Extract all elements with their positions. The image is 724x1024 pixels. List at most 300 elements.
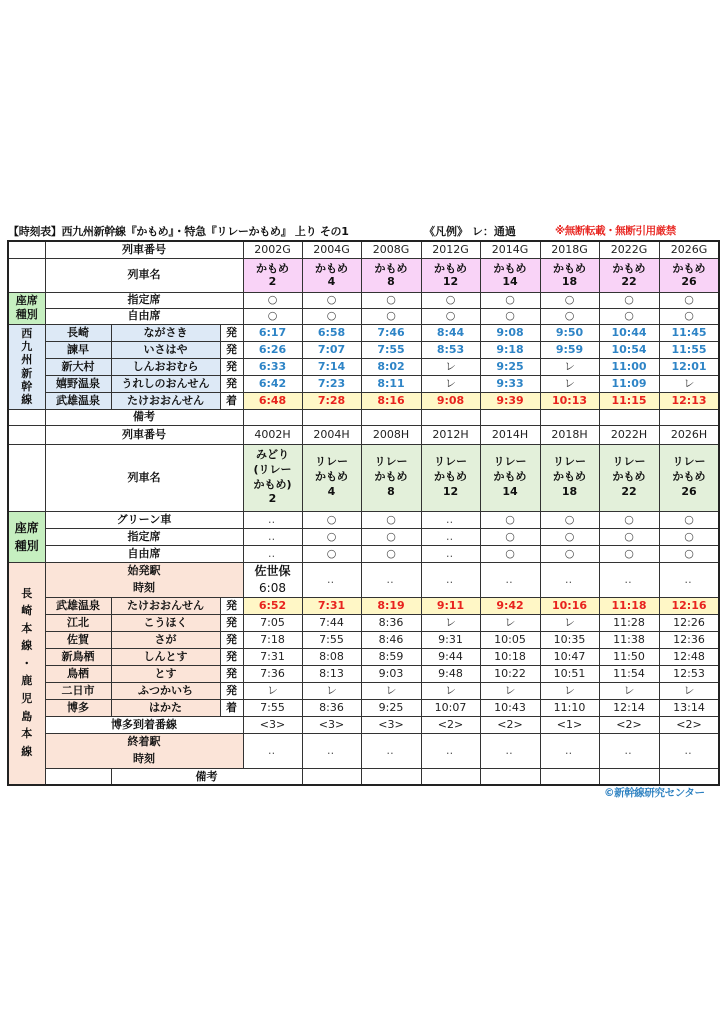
departure-time: 7:14: [302, 358, 361, 375]
departure-time: 11:09: [599, 375, 659, 392]
seat-type-header: 座席 種別: [8, 292, 45, 324]
hakata-track: <2>: [659, 716, 719, 733]
departure-time: 7:44: [302, 614, 361, 631]
departure-time: 6:58: [302, 324, 361, 341]
dep-arr-mark: 発: [220, 341, 243, 358]
train-name-line: リレー: [434, 455, 467, 469]
departure-time: 10:51: [540, 665, 599, 682]
terminal-label: [45, 733, 243, 768]
remarks-label: 備考: [45, 409, 243, 425]
hakata-track: <1>: [540, 716, 599, 733]
train-name-line: 18: [561, 275, 578, 288]
remarks-cell: [421, 768, 480, 785]
non-reserved-mark: ○: [361, 545, 421, 562]
dep-arr-mark: 発: [220, 597, 243, 614]
departure-time: 8:16: [361, 392, 421, 409]
reserved-mark: ○: [421, 292, 480, 308]
hakata-track: <3>: [302, 716, 361, 733]
train-name-line: 12: [442, 484, 459, 498]
departure-time: レ: [421, 614, 480, 631]
remarks-cell: [480, 768, 540, 785]
terminal-label-line: 終着駅: [127, 735, 161, 748]
table-row: [8, 324, 719, 341]
train-name-line: 26: [681, 484, 697, 498]
terminal-cell: ‥: [243, 733, 302, 768]
non-reserved-mark: ○: [659, 545, 719, 562]
table-row: [8, 665, 719, 682]
dep-arr-mark: 発: [220, 324, 243, 341]
departure-time: 12:26: [659, 614, 719, 631]
green-car-mark: ‥: [421, 511, 480, 528]
table-row: [8, 768, 719, 785]
remarks-cell: [599, 768, 659, 785]
table-row: [8, 562, 719, 597]
green-car-mark: ○: [480, 511, 540, 528]
train-name-line: かもめ: [256, 261, 289, 275]
train-name: [480, 444, 540, 511]
copyright-notice: ※無断転載・無断引用厳禁: [555, 225, 676, 237]
departure-time: 12:16: [659, 597, 719, 614]
origin-station: ‥: [505, 572, 515, 586]
line-label-shinkansen: 西 九 州 新 幹 線: [8, 324, 45, 409]
train-name: [540, 444, 599, 511]
train-name-line: かもめ: [553, 470, 586, 484]
departure-time: 8:08: [302, 648, 361, 665]
table-row: [8, 682, 719, 699]
train-number: 2012G: [421, 241, 480, 258]
departure-time: 9:48: [421, 665, 480, 682]
table-row: [8, 699, 719, 716]
train-name-line: かもめ: [493, 470, 527, 484]
departure-time: レ: [421, 682, 480, 699]
departure-time: 10:44: [599, 324, 659, 341]
remarks-cell: [540, 768, 599, 785]
origin-station: ‥: [445, 572, 456, 586]
hakata-track: <2>: [421, 716, 480, 733]
table-row: [8, 392, 719, 409]
remarks-cell: [540, 409, 599, 425]
seat-type-header: 座席 種別: [8, 511, 45, 562]
departure-time: 9:03: [361, 665, 421, 682]
green-car-mark: ○: [599, 511, 659, 528]
departure-time: 11:28: [599, 614, 659, 631]
train-name-line: みどり: [256, 447, 289, 461]
reserved-label: 指定席: [45, 528, 243, 545]
terminal-cell: ‥: [540, 733, 599, 768]
non-reserved-mark: ○: [361, 308, 421, 324]
departure-time: 7:55: [243, 699, 302, 716]
table-row: [8, 292, 719, 308]
train-name-line: かもめ: [434, 261, 467, 275]
hakata-track: <3>: [361, 716, 421, 733]
train-name-line: 14: [502, 275, 518, 288]
train-name-line: かもめ: [434, 470, 467, 484]
departure-time: 10:22: [480, 665, 540, 682]
station-kanji: 武雄温泉: [45, 597, 111, 614]
departure-time: レ: [540, 358, 599, 375]
remarks-cell: [302, 768, 361, 785]
train-number: 2008G: [361, 241, 421, 258]
departure-time: 12:14: [599, 699, 659, 716]
reserved-mark: ○: [540, 292, 599, 308]
table-row: [8, 375, 719, 392]
line-label-conventional: 長 崎 本 線 ・ 鹿 児 島 本 線: [8, 562, 45, 785]
timetable: [7, 240, 720, 786]
train-number: 2002G: [243, 241, 302, 258]
train-number: 2012H: [421, 425, 480, 444]
table-row: [8, 528, 719, 545]
legend: 《凡例》 レ：通過: [424, 225, 516, 238]
table-row: [8, 241, 719, 258]
station-kanji: 新鳥栖: [45, 648, 111, 665]
departure-time: 9:25: [480, 358, 540, 375]
train-name-label: 列車名: [45, 258, 243, 292]
table-row: [8, 341, 719, 358]
departure-time: 12:36: [659, 631, 719, 648]
green-car-mark: ‥: [243, 511, 302, 528]
origin-cell: [421, 562, 480, 597]
train-number: 2022G: [599, 241, 659, 258]
blank-cell: [8, 425, 45, 444]
departure-time: 7:31: [243, 648, 302, 665]
train-name-line: かもめ: [493, 261, 527, 275]
table-row: [8, 716, 719, 733]
train-name-line: 4: [327, 484, 336, 498]
train-name-line: かもめ): [253, 477, 292, 491]
train-number: 2004G: [302, 241, 361, 258]
train-name-line: 12: [442, 275, 459, 288]
station-kanji: 博多: [45, 699, 111, 716]
train-name-line: 22: [621, 484, 637, 498]
train-name-label: 列車名: [45, 444, 243, 511]
reserved-mark: ○: [659, 292, 719, 308]
departure-time: 8:59: [361, 648, 421, 665]
table-row: [8, 308, 719, 324]
green-car-mark: ○: [302, 511, 361, 528]
reserved-mark: ‥: [421, 528, 480, 545]
station-kanji: 新大村: [45, 358, 111, 375]
departure-time: 8:53: [421, 341, 480, 358]
dep-arr-mark: 着: [220, 699, 243, 716]
dep-arr-mark: 発: [220, 358, 243, 375]
table-row: [8, 545, 719, 562]
departure-time: 10:43: [480, 699, 540, 716]
train-name-line: リレー: [553, 455, 586, 469]
train-name: [599, 258, 659, 292]
non-reserved-mark: ○: [540, 308, 599, 324]
train-number: 2018G: [540, 241, 599, 258]
departure-time: 9:08: [421, 392, 480, 409]
terminal-label-line: 時刻: [133, 751, 155, 765]
origin-station: ‥: [564, 572, 575, 586]
hakata-track-label: 博多到着番線: [45, 716, 243, 733]
green-car-mark: ○: [361, 511, 421, 528]
remarks-cell: [361, 409, 421, 425]
terminal-cell: ‥: [480, 733, 540, 768]
train-name-line: リレー: [493, 455, 527, 469]
non-reserved-mark: ○: [659, 308, 719, 324]
departure-time: 6:52: [243, 597, 302, 614]
train-name-line: 2: [268, 275, 277, 288]
train-number-label: 列車番号: [45, 241, 243, 258]
departure-time: 11:00: [599, 358, 659, 375]
non-reserved-mark: ○: [599, 545, 659, 562]
train-name: [302, 258, 361, 292]
departure-time: 10:16: [540, 597, 599, 614]
train-name-line: かもめ: [672, 470, 706, 484]
departure-time: 12:01: [659, 358, 719, 375]
departure-time: 7:46: [361, 324, 421, 341]
copyright: ©新幹線研究センター: [604, 787, 705, 799]
train-name-line: 8: [387, 484, 395, 498]
non-reserved-mark: ○: [421, 308, 480, 324]
departure-time: 8:11: [361, 375, 421, 392]
departure-time: 11:18: [599, 597, 659, 614]
origin-station: ‥: [684, 572, 694, 586]
table-row: [8, 409, 719, 425]
origin-cell: [480, 562, 540, 597]
hakata-track: <2>: [480, 716, 540, 733]
reserved-mark: ○: [361, 292, 421, 308]
departure-time: 11:45: [659, 324, 719, 341]
departure-time: 9:44: [421, 648, 480, 665]
departure-time: 9:42: [480, 597, 540, 614]
reserved-mark: ○: [243, 292, 302, 308]
departure-time: 11:15: [599, 392, 659, 409]
terminal-cell: ‥: [659, 733, 719, 768]
departure-time: 10:05: [480, 631, 540, 648]
departure-time: 7:55: [361, 341, 421, 358]
origin-station: ‥: [624, 572, 634, 586]
hakata-track: <3>: [243, 716, 302, 733]
departure-time: 7:18: [243, 631, 302, 648]
train-number: 2014H: [480, 425, 540, 444]
train-name-line: かもめ: [315, 261, 348, 275]
table-row: [8, 648, 719, 665]
reserved-mark: ○: [480, 292, 540, 308]
train-number: 2026G: [659, 241, 719, 258]
departure-time: レ: [480, 614, 540, 631]
station-kana: ながさき: [111, 324, 220, 341]
train-name-line: 2: [268, 492, 277, 506]
departure-time: 13:14: [659, 699, 719, 716]
terminal-cell: ‥: [599, 733, 659, 768]
departure-time: 8:44: [421, 324, 480, 341]
train-name: [361, 258, 421, 292]
train-number: 4002H: [243, 425, 302, 444]
departure-time: レ: [243, 682, 302, 699]
station-kanji: 嬉野温泉: [45, 375, 111, 392]
non-reserved-mark: ○: [599, 308, 659, 324]
remarks-cell: [599, 409, 659, 425]
departure-time: 7:28: [302, 392, 361, 409]
train-name-line: リレー: [672, 455, 706, 469]
remarks-cell: [421, 409, 480, 425]
departure-time: レ: [659, 375, 719, 392]
train-name-line: リレー: [315, 455, 348, 469]
departure-time: 9:33: [480, 375, 540, 392]
reserved-mark: ‥: [243, 528, 302, 545]
non-reserved-mark: ○: [302, 545, 361, 562]
train-name-line: 26: [681, 275, 697, 288]
blank-cell: [8, 258, 45, 292]
table-row: [8, 358, 719, 375]
departure-time: レ: [599, 682, 659, 699]
train-number-label: 列車番号: [45, 425, 243, 444]
station-kanji: 佐賀: [45, 631, 111, 648]
train-name: [361, 444, 421, 511]
departure-time: 7:05: [243, 614, 302, 631]
table-row: [8, 425, 719, 444]
reserved-mark: ○: [361, 528, 421, 545]
departure-time: レ: [480, 682, 540, 699]
station-kanji: 二日市: [45, 682, 111, 699]
origin-time: 6:08: [259, 580, 286, 595]
train-name-line: かもめ: [315, 470, 348, 484]
departure-time: 9:50: [540, 324, 599, 341]
train-name-line: かもめ: [612, 470, 646, 484]
train-name-line: かもめ: [553, 261, 586, 275]
reserved-mark: ○: [659, 528, 719, 545]
non-reserved-label: 自由席: [45, 545, 243, 562]
reserved-mark: ○: [302, 292, 361, 308]
train-name-line: 22: [621, 275, 637, 288]
blank-cell: [8, 444, 45, 511]
departure-time: 8:36: [361, 614, 421, 631]
departure-time: 12:13: [659, 392, 719, 409]
timetable-title: 【時刻表】西九州新幹線『かもめ』・特急『リレーかもめ』 上り その1: [8, 225, 349, 238]
departure-time: レ: [659, 682, 719, 699]
remarks-cell: [361, 768, 421, 785]
train-name: [302, 444, 361, 511]
table-row: [8, 444, 719, 511]
departure-time: レ: [540, 614, 599, 631]
train-name-line: 8: [387, 275, 395, 288]
station-kana: はかた: [111, 699, 220, 716]
train-name-line: かもめ: [374, 470, 408, 484]
departure-time: 7:55: [302, 631, 361, 648]
train-name: [659, 444, 719, 511]
departure-time: 7:23: [302, 375, 361, 392]
departure-time: レ: [421, 358, 480, 375]
blank-cell: [45, 768, 111, 785]
train-name: [599, 444, 659, 511]
green-car-mark: ○: [659, 511, 719, 528]
station-kanji: 江北: [45, 614, 111, 631]
green-car-mark: ○: [540, 511, 599, 528]
station-kana: たけおおんせん: [111, 392, 220, 409]
reserved-mark: ○: [540, 528, 599, 545]
departure-time: 9:31: [421, 631, 480, 648]
dep-arr-mark: 発: [220, 682, 243, 699]
departure-time: 8:46: [361, 631, 421, 648]
origin-label: [45, 562, 243, 597]
station-kana: しんおおむら: [111, 358, 220, 375]
table-row: [8, 597, 719, 614]
departure-time: 11:10: [540, 699, 599, 716]
train-name-line: かもめ: [374, 261, 408, 275]
train-name-line: リレー: [612, 455, 646, 469]
departure-time: 10:47: [540, 648, 599, 665]
non-reserved-mark: ○: [480, 308, 540, 324]
departure-time: 7:07: [302, 341, 361, 358]
origin-cell: [659, 562, 719, 597]
train-number: 2004H: [302, 425, 361, 444]
departure-time: 6:26: [243, 341, 302, 358]
station-kana: こうほく: [111, 614, 220, 631]
blank-cell: [8, 409, 45, 425]
remarks-cell: [659, 768, 719, 785]
train-name: [421, 444, 480, 511]
dep-arr-mark: 発: [220, 648, 243, 665]
train-number: 2022H: [599, 425, 659, 444]
departure-time: 11:50: [599, 648, 659, 665]
departure-time: レ: [302, 682, 361, 699]
origin-station: 佐世保: [254, 563, 291, 578]
reserved-mark: ○: [599, 528, 659, 545]
departure-time: 10:13: [540, 392, 599, 409]
reserved-mark: ○: [302, 528, 361, 545]
departure-time: 10:54: [599, 341, 659, 358]
origin-station: ‥: [326, 572, 337, 586]
table-row: [8, 614, 719, 631]
origin-label-line: 時刻: [133, 580, 155, 594]
origin-cell: [599, 562, 659, 597]
train-number: 2026H: [659, 425, 719, 444]
departure-time: 11:55: [659, 341, 719, 358]
non-reserved-mark: ○: [480, 545, 540, 562]
departure-time: 8:13: [302, 665, 361, 682]
train-name: [480, 258, 540, 292]
blank-cell: [8, 241, 45, 258]
train-number: 2008H: [361, 425, 421, 444]
origin-station: ‥: [386, 572, 396, 586]
station-kana: たけおおんせん: [111, 597, 220, 614]
reserved-label: 指定席: [45, 292, 243, 308]
departure-time: 9:18: [480, 341, 540, 358]
station-kanji: 鳥栖: [45, 665, 111, 682]
train-name: [243, 444, 302, 511]
departure-time: 10:18: [480, 648, 540, 665]
remarks-cell: [659, 409, 719, 425]
train-name-line: かもめ: [672, 261, 706, 275]
departure-time: レ: [540, 682, 599, 699]
remarks-cell: [243, 409, 302, 425]
departure-time: 8:02: [361, 358, 421, 375]
non-reserved-mark: ○: [243, 308, 302, 324]
hakata-track: <2>: [599, 716, 659, 733]
departure-time: 11:38: [599, 631, 659, 648]
origin-cell: [540, 562, 599, 597]
departure-time: 7:36: [243, 665, 302, 682]
remarks-cell: [480, 409, 540, 425]
terminal-cell: ‥: [302, 733, 361, 768]
departure-time: レ: [361, 682, 421, 699]
dep-arr-mark: 発: [220, 614, 243, 631]
station-kanji: 諫早: [45, 341, 111, 358]
station-kana: とす: [111, 665, 220, 682]
departure-time: レ: [421, 375, 480, 392]
reserved-mark: ○: [599, 292, 659, 308]
remarks-cell: [302, 409, 361, 425]
origin-cell: [243, 562, 302, 597]
train-name-line: リレー: [374, 455, 408, 469]
train-name-line: 18: [561, 484, 578, 498]
departure-time: 6:48: [243, 392, 302, 409]
station-kanji: 長崎: [45, 324, 111, 341]
table-row: [8, 733, 719, 768]
dep-arr-mark: 着: [220, 392, 243, 409]
